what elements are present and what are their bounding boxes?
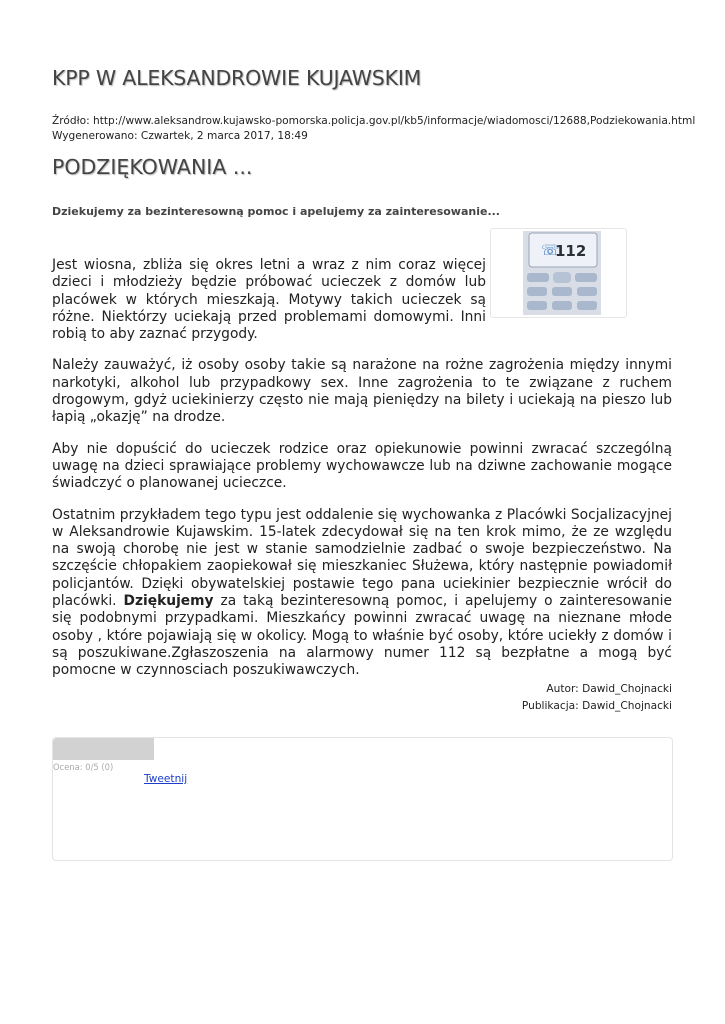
- paragraph-4-end: za taką bezinteresowną pomoc, i apelujemy o zainteresowanie się podobnymi przypadkami. Mieszkańcy powinni zwracać uwagę na nieznane młode osoby , które pojawiają się w okolicy. Mogą to właśnie być osoby, które uciekły z domów i są poszukiwane.Zgłaszoszenia na alarmowy numer 112 są bezpłatne a mogą być pomocne w czynnosciach poszukiwawczych.: [52, 593, 672, 679]
- rating-label: Ocena: 0/5 (0): [53, 762, 114, 772]
- article-lead: Dziekujemy za bezinteresowną pomoc i apelujemy za zainteresowanie...: [52, 205, 500, 218]
- publication-line: Publikacja: Dawid_Chojnacki: [521, 700, 672, 712]
- article-body: [52, 257, 672, 680]
- thanks-bold: Dziękujemy: [123, 593, 214, 610]
- author-line: Autor: Dawid_Chojnacki: [546, 683, 672, 695]
- paragraph-3: Aby nie dopuścić do ucieczek rodzice oraz opiekunowie powinni zwracać szczególną uwagę na dzieci sprawiające problemy wychowawcze lub na dziwne zachowanie mogące świadczyć o planowanej ucieczce.: [52, 440, 672, 492]
- image-112-text: 112: [555, 242, 587, 260]
- article-title: PODZIĘKOWANIA ...: [52, 155, 253, 179]
- paragraph-2: Należy zauważyć, iż osoby osoby takie są narażone na rożne zagrożenia między innymi narkotyki, alkohol lub przypadkowy sex. Inne zagrożenia to te związane z ruchem drogowym, gdyż uciekinierzy często nie mają pieniędzy na bilety i uciekają na pieszo lub łapią „okazję” na drodze.: [52, 357, 672, 426]
- paragraph-4-start: Ostatnim przykładem tego typu jest oddalenie się wychowanka z Placówki Socjalizacyjnej w Aleksandrowie Kujawskim. 15-latek zdecydował się na ten krok mimo, że ze względu na swoją chorobę nie jest w stanie samodzielnie zadbać o swoje bezpieczeństwo. Na szczęście chłopakiem zaopiekował się mieszkaniec Służewa, który następnie powiadomił policjantów. Dzięki obywatelskiej postawie tego pana uciekinier bezpiecznie wrócił do placówki.: [52, 506, 672, 610]
- site-title: KPP W ALEKSANDROWIE KUJAWSKIM: [52, 66, 422, 90]
- tweet-link[interactable]: Tweetnij: [144, 773, 188, 785]
- generated-line: Wygenerowano: Czwartek, 2 marca 2017, 18:49: [52, 129, 308, 142]
- rating-box: [52, 737, 673, 861]
- paragraph-1: Jest wiosna, zbliża się okres letni a wraz z nim coraz więcej dzieci i młodzieży będzie próbować ucieczek z domów lub placówek w których mieszkają. Motywy takich ucieczek są różne. Niektórzy uciekają przed problemami domowymi. Inni robią to aby zaznać przygody.: [52, 257, 486, 343]
- rating-bar[interactable]: [53, 738, 154, 760]
- svg-text:☏: ☏: [541, 241, 560, 259]
- paragraph-4: [52, 507, 672, 680]
- source-line: Źródło: http://www.aleksandrow.kujawsko-pomorska.policja.gov.pl/kb5/informacje/wiadomosci/12688,Podziekowania.html: [52, 115, 696, 127]
- document-meta: [52, 114, 695, 143]
